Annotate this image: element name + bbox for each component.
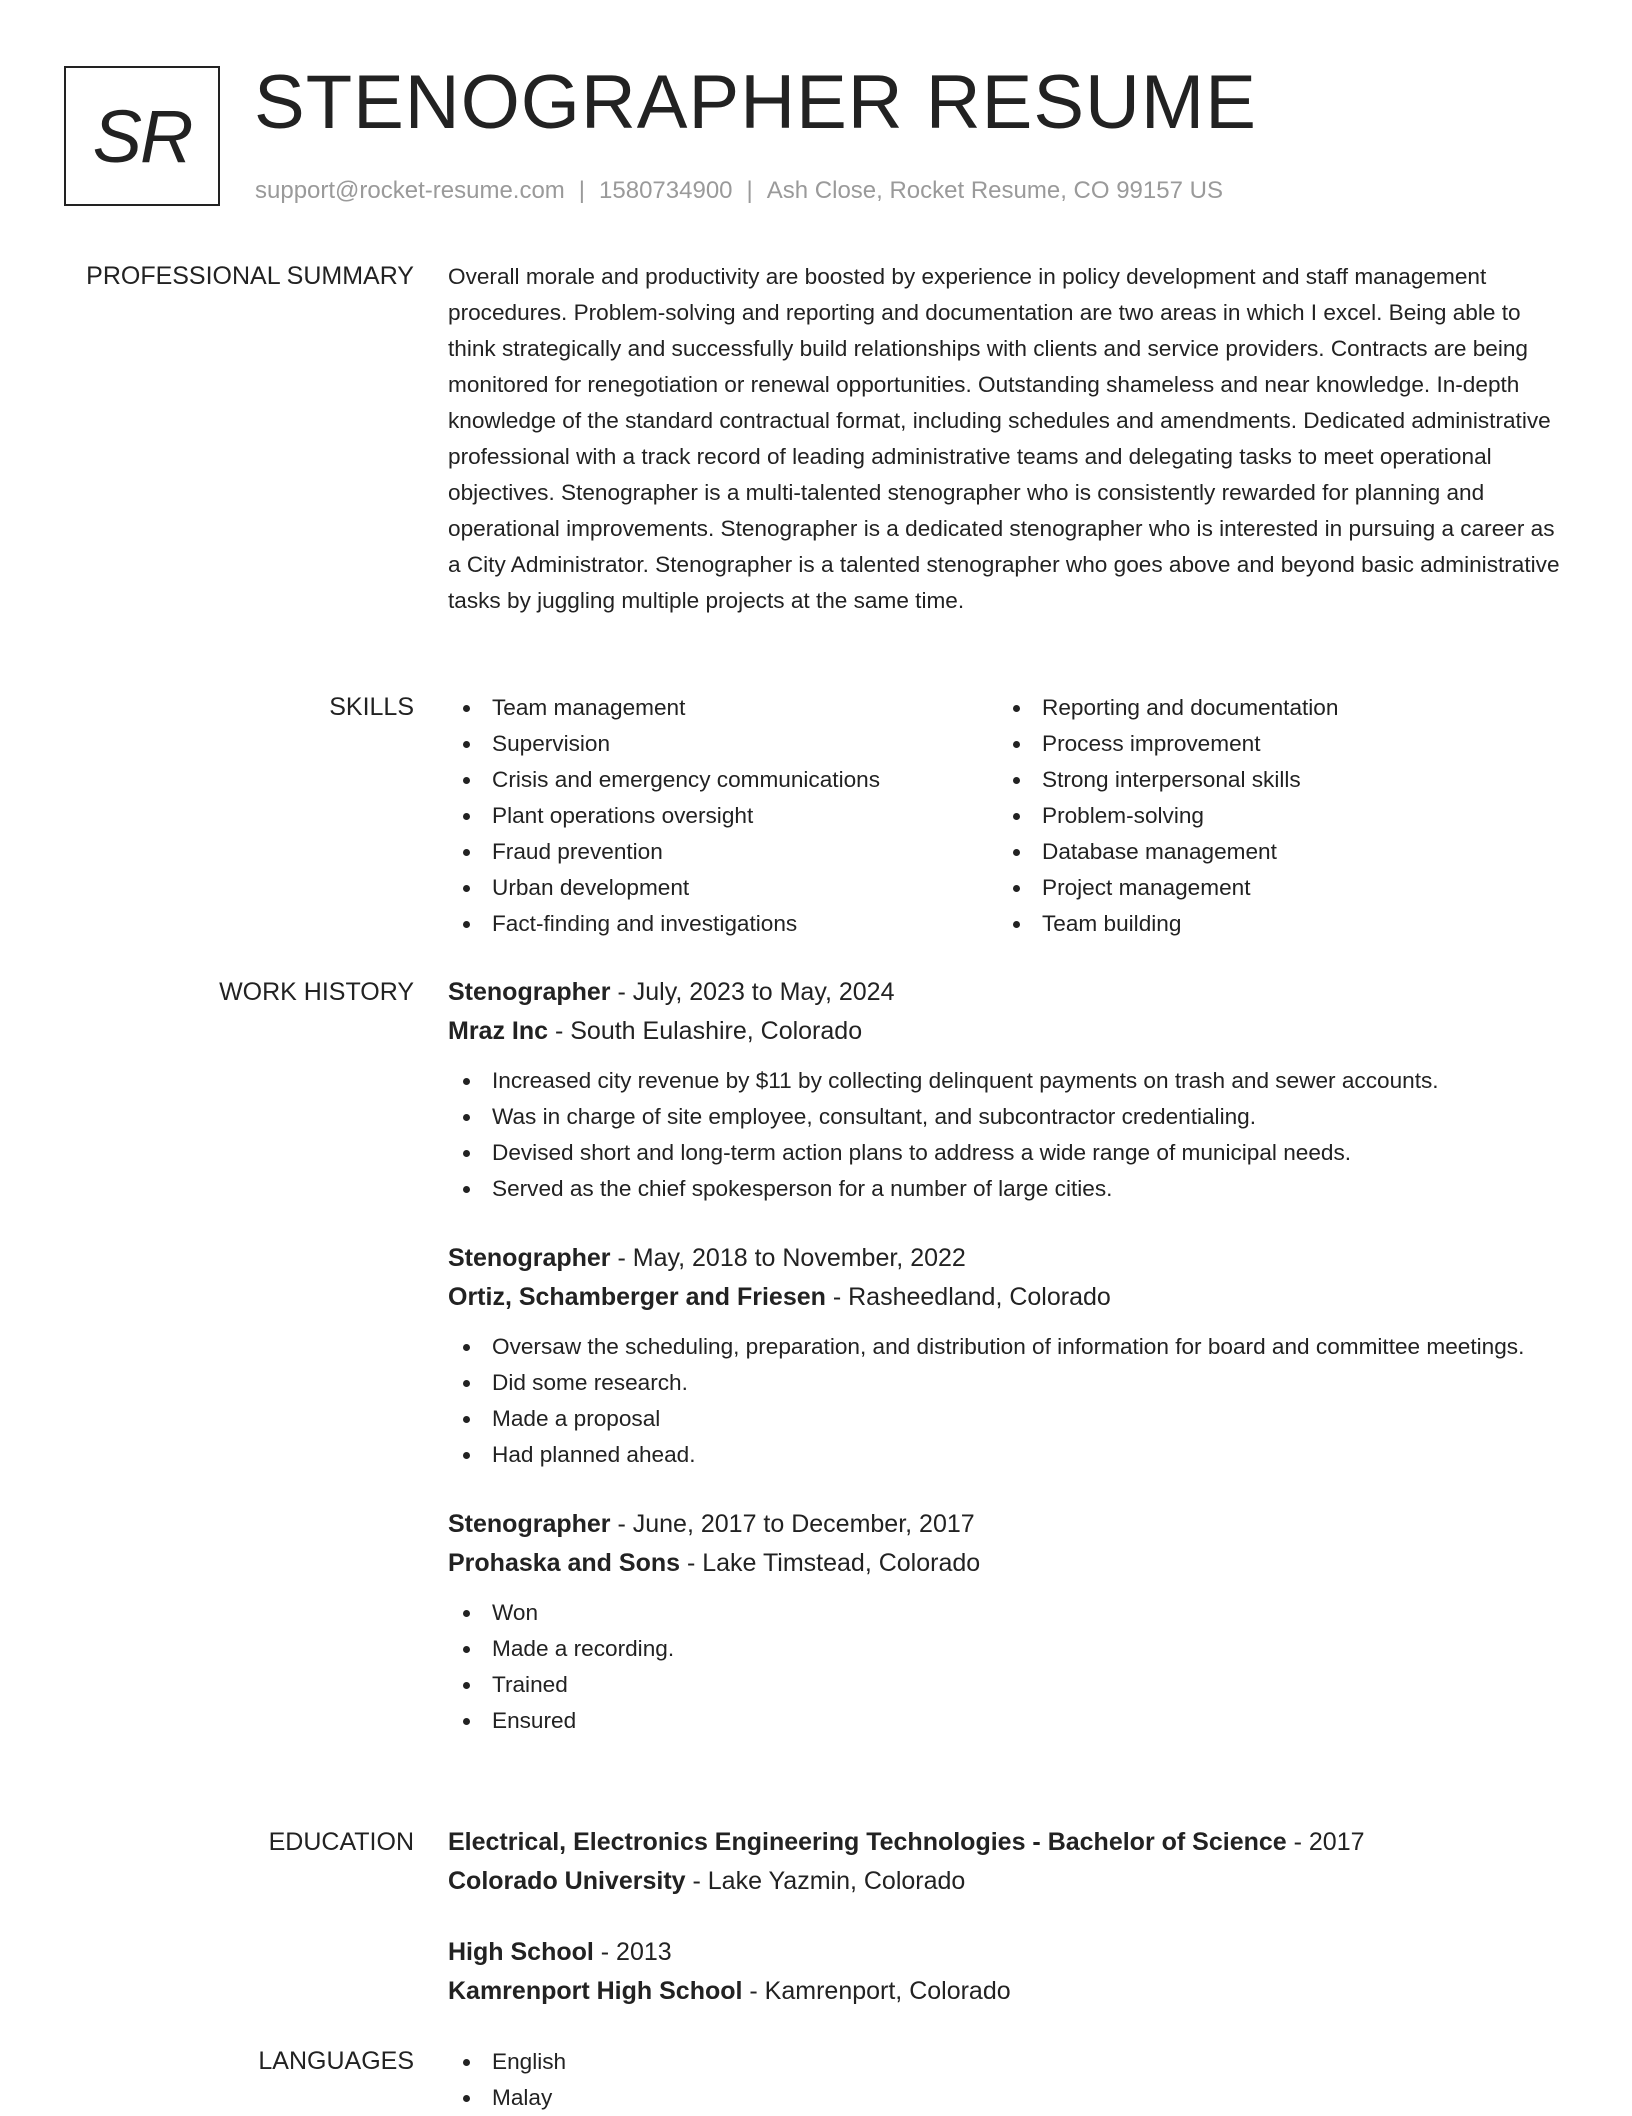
skill-item: Urban development — [448, 870, 998, 906]
education-entry — [448, 1933, 1560, 2011]
skill-item: Process improvement — [998, 726, 1548, 762]
language-item: Malay — [448, 2080, 1560, 2116]
education-degree-line — [448, 1823, 1560, 1862]
job-bullet: Devised short and long-term action plans to address a wide range of municipal needs. — [448, 1135, 1560, 1171]
job-company-line — [448, 1012, 1560, 1051]
job-bullet: Ensured — [448, 1703, 1560, 1739]
contact-phone: 1580734900 — [599, 177, 733, 204]
contact-email[interactable]: support@rocket-resume.com — [255, 177, 565, 204]
skill-item: Crisis and emergency communications — [448, 762, 998, 798]
education-year: - 2017 — [1286, 1828, 1365, 1856]
education-location: - Kamrenport, Colorado — [742, 1977, 1011, 2005]
contact-line — [255, 174, 1223, 208]
skill-item: Supervision — [448, 726, 998, 762]
job-title-line — [448, 1505, 1560, 1544]
job-bullet: Increased city revenue by $11 by collecting delinquent payments on trash and sewer accounts. — [448, 1063, 1560, 1099]
job-bullet: Served as the chief spokesperson for a number of large cities. — [448, 1171, 1560, 1207]
job-company-line — [448, 1278, 1560, 1317]
skill-item: Team management — [448, 690, 998, 726]
education-entry — [448, 1823, 1560, 1901]
job-entry — [448, 1239, 1560, 1473]
contact-separator: | — [746, 177, 753, 204]
contact-address: Ash Close, Rocket Resume, CO 99157 US — [766, 177, 1223, 204]
summary-heading: PROFESSIONAL SUMMARY — [86, 262, 414, 290]
job-bullet: Made a recording. — [448, 1631, 1560, 1667]
job-dates: - July, 2023 to May, 2024 — [610, 978, 895, 1006]
education-year: - 2013 — [593, 1938, 672, 1966]
skill-item: Project management — [998, 870, 1548, 906]
job-company-line — [448, 1544, 1560, 1583]
job-bullet: Had planned ahead. — [448, 1437, 1560, 1473]
contact-separator: | — [578, 177, 586, 204]
skill-item: Strong interpersonal skills — [998, 762, 1548, 798]
job-entry — [448, 973, 1560, 1207]
work-history-heading: WORK HISTORY — [219, 978, 414, 1006]
skills-heading: SKILLS — [329, 693, 414, 721]
job-location: - South Eulashire, Colorado — [548, 1017, 863, 1045]
education-degree-line — [448, 1933, 1560, 1972]
job-title: Stenographer — [448, 1244, 611, 1272]
job-bullet: Oversaw the scheduling, preparation, and distribution of information for board and committee meetings. — [448, 1329, 1560, 1365]
education-list — [448, 1823, 1560, 2043]
job-bullets — [448, 1595, 1560, 1739]
job-bullet: Made a proposal — [448, 1401, 1560, 1437]
job-location: - Rasheedland, Colorado — [825, 1283, 1111, 1311]
job-title: Stenographer — [448, 978, 611, 1006]
job-company: Prohaska and Sons — [448, 1549, 681, 1577]
skill-item: Fraud prevention — [448, 834, 998, 870]
skills-list-right — [998, 690, 1548, 942]
job-company: Mraz Inc — [448, 1017, 549, 1045]
skills-list-left — [448, 690, 998, 942]
education-school-line — [448, 1972, 1560, 2011]
education-degree: Electrical, Electronics Engineering Technologies - Bachelor of Science — [448, 1828, 1287, 1856]
languages-list — [448, 2044, 1560, 2116]
job-bullet: Trained — [448, 1667, 1560, 1703]
summary-text: Overall morale and productivity are boosted by experience in policy development and staff management procedures. Problem-solving and reporting and documentation are two areas in which I excel. Being able to think strategically and successfully build relationships with clients and service providers. Contracts are being monitored for renegotiation or renewal opportunities. Outstanding shameless and near knowledge. In-depth knowledge of the standard contractual format, including schedules and amendments. Dedicated administrative professional with a track record of leading administrative teams and delegating tasks to meet operational objectives. Stenographer is a multi-talented stenographer who is consistently rewarded for planning and operational improvements. Stenographer is a dedicated stenographer who is interested in pursuing a career as a City Administrator. Stenographer is a talented stenographer who goes above and beyond basic administrative tasks by juggling multiple projects at the same time. — [448, 264, 1560, 613]
skill-item: Team building — [998, 906, 1548, 942]
education-location: - Lake Yazmin, Colorado — [685, 1867, 966, 1895]
job-bullet: Did some research. — [448, 1365, 1560, 1401]
job-company: Ortiz, Schamberger and Friesen — [448, 1283, 826, 1311]
skill-item: Fact-finding and investigations — [448, 906, 998, 942]
job-title: Stenographer — [448, 1510, 611, 1538]
education-degree: High School — [448, 1938, 594, 1966]
job-bullet: Won — [448, 1595, 1560, 1631]
job-location: - Lake Timstead, Colorado — [680, 1549, 981, 1577]
job-title-line — [448, 973, 1560, 1012]
skill-item: Plant operations oversight — [448, 798, 998, 834]
job-dates: - June, 2017 to December, 2017 — [610, 1510, 975, 1538]
monogram-logo: SR — [64, 66, 220, 206]
education-heading: EDUCATION — [268, 1828, 414, 1856]
education-school: Kamrenport High School — [448, 1977, 743, 2005]
job-dates: - May, 2018 to November, 2022 — [610, 1244, 966, 1272]
job-bullets — [448, 1063, 1560, 1207]
education-school-line — [448, 1862, 1560, 1901]
job-bullets — [448, 1329, 1560, 1473]
skill-item: Problem-solving — [998, 798, 1548, 834]
jobs-list — [448, 973, 1560, 1771]
language-item: English — [448, 2044, 1560, 2080]
skill-item: Database management — [998, 834, 1548, 870]
job-entry — [448, 1505, 1560, 1739]
job-title-line — [448, 1239, 1560, 1278]
languages-heading: LANGUAGES — [258, 2047, 414, 2075]
education-school: Colorado University — [448, 1867, 686, 1895]
resume-title: STENOGRAPHER RESUME — [254, 60, 1257, 145]
job-bullet: Was in charge of site employee, consultant, and subcontractor credentialing. — [448, 1099, 1560, 1135]
skill-item: Reporting and documentation — [998, 690, 1548, 726]
